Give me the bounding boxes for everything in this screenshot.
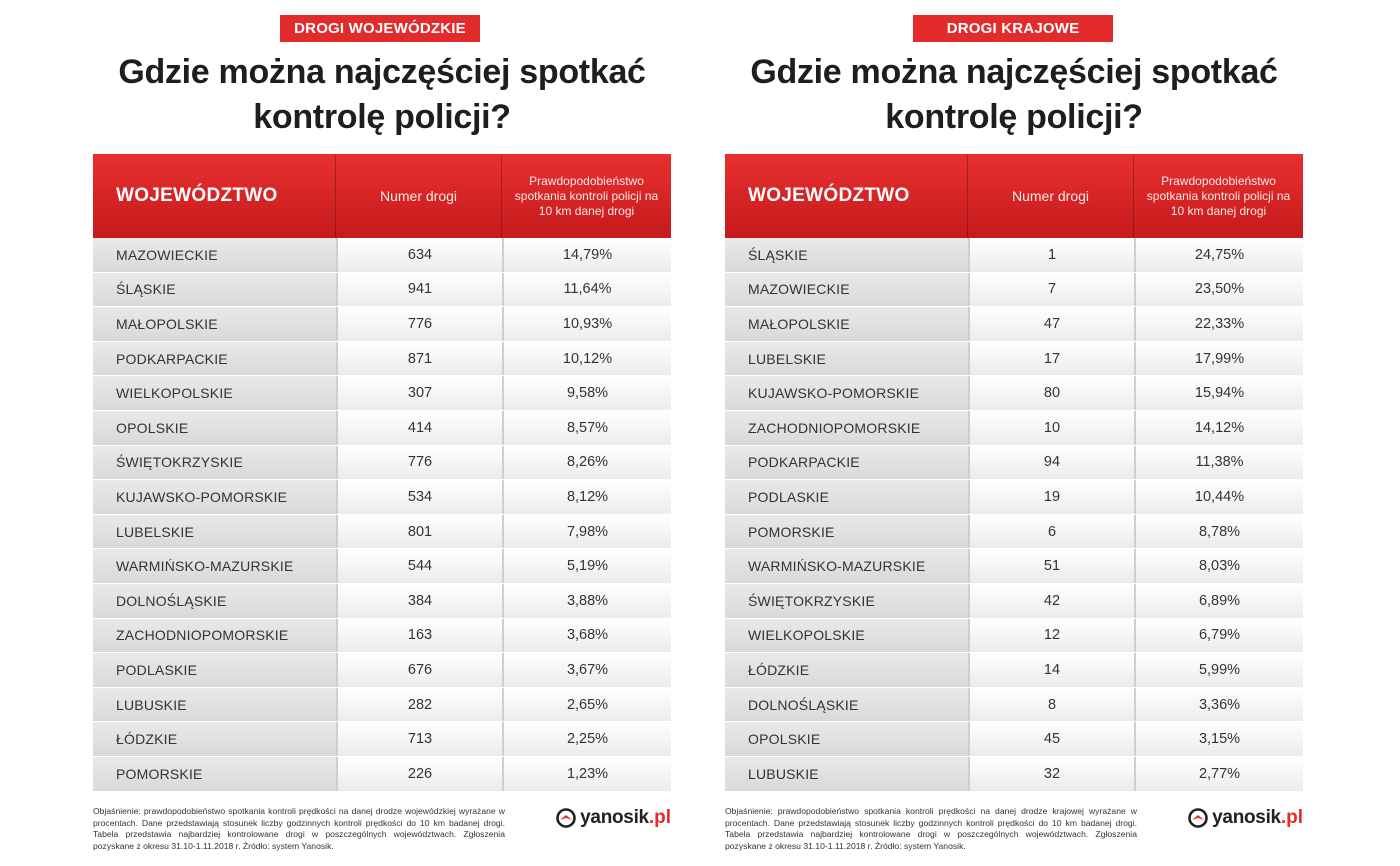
cell-region: POMORSKIE bbox=[93, 757, 336, 791]
table-row bbox=[725, 619, 1303, 654]
cell-probability: 14,79% bbox=[502, 238, 671, 272]
table-row bbox=[725, 757, 1303, 792]
logo-word: yanosik bbox=[580, 807, 649, 828]
cell-road-number: 19 bbox=[968, 480, 1134, 514]
cell-probability: 10,44% bbox=[1134, 480, 1303, 514]
cell-road-number: 226 bbox=[336, 757, 502, 791]
cell-region: OPOLSKIE bbox=[93, 411, 336, 445]
cell-road-number: 414 bbox=[336, 411, 502, 445]
cell-probability: 10,12% bbox=[502, 342, 671, 376]
table-row bbox=[93, 619, 671, 654]
table-row bbox=[725, 376, 1303, 411]
cell-region: ŚLĄSKIE bbox=[725, 238, 968, 272]
table-row bbox=[93, 549, 671, 584]
table-row bbox=[93, 688, 671, 723]
table-body bbox=[725, 238, 1303, 792]
cell-probability: 9,58% bbox=[502, 376, 671, 410]
cell-probability: 7,98% bbox=[502, 515, 671, 549]
cell-region: LUBUSKIE bbox=[725, 757, 968, 791]
title-line-1: Gdzie można najczęściej spotkać bbox=[750, 53, 1278, 91]
cell-region: WARMIŃSKO-MAZURSKIE bbox=[93, 549, 336, 583]
table-row bbox=[93, 515, 671, 550]
cell-probability: 8,03% bbox=[1134, 549, 1303, 583]
cell-road-number: 8 bbox=[968, 688, 1134, 722]
cell-region: ZACHODNIOPOMORSKIE bbox=[93, 619, 336, 653]
yanosik-logo bbox=[549, 806, 671, 830]
cell-road-number: 42 bbox=[968, 584, 1134, 618]
cell-road-number: 45 bbox=[968, 722, 1134, 756]
cell-road-number: 634 bbox=[336, 238, 502, 272]
cell-road-number: 47 bbox=[968, 307, 1134, 341]
cell-road-number: 14 bbox=[968, 653, 1134, 687]
cell-region: ŚWIĘTOKRZYSKIE bbox=[725, 584, 968, 618]
cell-probability: 14,12% bbox=[1134, 411, 1303, 445]
cell-region: MAŁOPOLSKIE bbox=[93, 307, 336, 341]
cell-road-number: 776 bbox=[336, 446, 502, 480]
cell-road-number: 163 bbox=[336, 619, 502, 653]
cell-probability: 3,68% bbox=[502, 619, 671, 653]
cell-probability: 22,33% bbox=[1134, 307, 1303, 341]
cell-region: WARMIŃSKO-MAZURSKIE bbox=[725, 549, 968, 583]
cell-road-number: 17 bbox=[968, 342, 1134, 376]
page-title bbox=[725, 50, 1303, 140]
table-row bbox=[93, 342, 671, 377]
cell-region: POMORSKIE bbox=[725, 515, 968, 549]
cell-road-number: 80 bbox=[968, 376, 1134, 410]
cell-probability: 15,94% bbox=[1134, 376, 1303, 410]
cell-probability: 6,79% bbox=[1134, 619, 1303, 653]
yanosik-logo-icon bbox=[1188, 808, 1208, 828]
cell-region: MAZOWIECKIE bbox=[725, 273, 968, 307]
cell-probability: 8,78% bbox=[1134, 515, 1303, 549]
cell-region: WIELKOPOLSKIE bbox=[93, 376, 336, 410]
cell-road-number: 871 bbox=[336, 342, 502, 376]
table-row bbox=[725, 307, 1303, 342]
header-probability: Prawdopodobieństwo spotkania kontroli policji na 10 km danej drogi bbox=[514, 173, 659, 218]
cell-road-number: 801 bbox=[336, 515, 502, 549]
cell-probability: 3,36% bbox=[1134, 688, 1303, 722]
cell-probability: 11,38% bbox=[1134, 446, 1303, 480]
table-row bbox=[93, 480, 671, 515]
cell-road-number: 1 bbox=[968, 238, 1134, 272]
title-line-2: kontrolę policji? bbox=[253, 98, 511, 136]
cell-region: ŚLĄSKIE bbox=[93, 273, 336, 307]
cell-region: MAZOWIECKIE bbox=[93, 238, 336, 272]
title-line-1: Gdzie można najczęściej spotkać bbox=[118, 53, 646, 91]
cell-region: WIELKOPOLSKIE bbox=[725, 619, 968, 653]
logo-tld: .pl bbox=[648, 807, 671, 828]
logo-word: yanosik bbox=[1212, 807, 1281, 828]
footnote: Objaśnienie: prawdopodobieństwo spotkania kontroli prędkości na danej drodze wojewódzkiej wyrażane w procentach. Dane przedstawiają stosunek liczby godzinnych kontroli prędkości do 10 km badanej drogi. Tabela przedstawia najbardziej kontrolowane drogi w poszczególnych województwach. Zgłoszenia pozyskane z okresu 31.10-1.11.2018 r. Źródło: system Yanosik. bbox=[93, 806, 505, 851]
cell-probability: 3,88% bbox=[502, 584, 671, 618]
cell-road-number: 713 bbox=[336, 722, 502, 756]
cell-probability: 17,99% bbox=[1134, 342, 1303, 376]
table-row bbox=[93, 653, 671, 688]
table-row bbox=[93, 584, 671, 619]
cell-probability: 8,57% bbox=[502, 411, 671, 445]
cell-road-number: 676 bbox=[336, 653, 502, 687]
cell-region: PODKARPACKIE bbox=[725, 446, 968, 480]
cell-region: PODLASKIE bbox=[725, 480, 968, 514]
table-row bbox=[93, 757, 671, 792]
cell-probability: 2,65% bbox=[502, 688, 671, 722]
table-row bbox=[725, 273, 1303, 308]
table-row bbox=[725, 584, 1303, 619]
header-road-number: Numer drogi bbox=[968, 154, 1134, 238]
cell-region: PODLASKIE bbox=[93, 653, 336, 687]
cell-region: ZACHODNIOPOMORSKIE bbox=[725, 411, 968, 445]
cell-probability: 6,89% bbox=[1134, 584, 1303, 618]
cell-road-number: 384 bbox=[336, 584, 502, 618]
cell-road-number: 941 bbox=[336, 273, 502, 307]
header-road-number: Numer drogi bbox=[336, 154, 502, 238]
table-row bbox=[93, 376, 671, 411]
table-header bbox=[93, 154, 671, 238]
table-row bbox=[725, 515, 1303, 550]
table-row bbox=[725, 722, 1303, 757]
table-row bbox=[725, 549, 1303, 584]
table-row bbox=[725, 446, 1303, 481]
panel-national-roads bbox=[725, 0, 1303, 866]
logo-tld: .pl bbox=[1280, 807, 1303, 828]
cell-region: LUBELSKIE bbox=[93, 515, 336, 549]
table-row bbox=[725, 480, 1303, 515]
table-national-roads bbox=[725, 154, 1303, 792]
cell-region: MAŁOPOLSKIE bbox=[725, 307, 968, 341]
cell-region: DOLNOŚLĄSKIE bbox=[93, 584, 336, 618]
cell-probability: 5,99% bbox=[1134, 653, 1303, 687]
cell-probability: 24,75% bbox=[1134, 238, 1303, 272]
cell-road-number: 307 bbox=[336, 376, 502, 410]
cell-region: KUJAWSKO-POMORSKIE bbox=[725, 376, 968, 410]
cell-road-number: 544 bbox=[336, 549, 502, 583]
cell-region: ŁÓDZKIE bbox=[93, 722, 336, 756]
cell-probability: 3,67% bbox=[502, 653, 671, 687]
table-body bbox=[93, 238, 671, 792]
cell-probability: 2,77% bbox=[1134, 757, 1303, 791]
badge-national-roads: DROGI KRAJOWE bbox=[913, 15, 1113, 42]
table-row bbox=[725, 653, 1303, 688]
header-probability: Prawdopodobieństwo spotkania kontroli policji na 10 km danej drogi bbox=[1146, 173, 1291, 218]
cell-road-number: 6 bbox=[968, 515, 1134, 549]
header-region: WOJEWÓDZTWO bbox=[725, 154, 968, 238]
cell-region: KUJAWSKO-POMORSKIE bbox=[93, 480, 336, 514]
cell-region: PODKARPACKIE bbox=[93, 342, 336, 376]
cell-probability: 8,26% bbox=[502, 446, 671, 480]
cell-region: ŁÓDZKIE bbox=[725, 653, 968, 687]
cell-region: LUBELSKIE bbox=[725, 342, 968, 376]
cell-region: OPOLSKIE bbox=[725, 722, 968, 756]
cell-road-number: 776 bbox=[336, 307, 502, 341]
table-row bbox=[725, 238, 1303, 273]
cell-road-number: 282 bbox=[336, 688, 502, 722]
title-line-2: kontrolę policji? bbox=[885, 98, 1143, 136]
cell-road-number: 51 bbox=[968, 549, 1134, 583]
yanosik-logo-icon bbox=[556, 808, 576, 828]
table-row bbox=[725, 688, 1303, 723]
cell-road-number: 7 bbox=[968, 273, 1134, 307]
cell-road-number: 94 bbox=[968, 446, 1134, 480]
table-row bbox=[93, 273, 671, 308]
cell-probability: 23,50% bbox=[1134, 273, 1303, 307]
table-row bbox=[93, 446, 671, 481]
table-voivodeship-roads bbox=[93, 154, 671, 792]
cell-probability: 10,93% bbox=[502, 307, 671, 341]
cell-probability: 5,19% bbox=[502, 549, 671, 583]
cell-region: LUBUSKIE bbox=[93, 688, 336, 722]
table-row bbox=[725, 411, 1303, 446]
panel-voivodeship-roads bbox=[93, 0, 671, 866]
cell-region: DOLNOŚLĄSKIE bbox=[725, 688, 968, 722]
table-row bbox=[93, 411, 671, 446]
footnote: Objaśnienie: prawdopodobieństwo spotkania kontroli prędkości na danej drodze krajowej wyrażane w procentach. Dane przedstawiają stosunek liczby godzinnych kontroli prędkości do 10 km badanej drogi. Tabela przedstawia najbardziej kontrolowane drogi w poszczególnych województwach. Zgłoszenia pozyskane z okresu 31.10-1.11.2018 r. Źródło: system Yanosik. bbox=[725, 806, 1137, 851]
cell-probability: 11,64% bbox=[502, 273, 671, 307]
cell-road-number: 12 bbox=[968, 619, 1134, 653]
cell-probability: 3,15% bbox=[1134, 722, 1303, 756]
page-title bbox=[93, 50, 671, 140]
table-header bbox=[725, 154, 1303, 238]
cell-region: ŚWIĘTOKRZYSKIE bbox=[93, 446, 336, 480]
header-region: WOJEWÓDZTWO bbox=[93, 154, 336, 238]
cell-road-number: 10 bbox=[968, 411, 1134, 445]
yanosik-logo bbox=[1181, 806, 1303, 830]
cell-probability: 8,12% bbox=[502, 480, 671, 514]
table-row bbox=[93, 238, 671, 273]
cell-probability: 2,25% bbox=[502, 722, 671, 756]
cell-road-number: 32 bbox=[968, 757, 1134, 791]
badge-voivodeship-roads: DROGI WOJEWÓDZKIE bbox=[280, 15, 480, 42]
table-row bbox=[725, 342, 1303, 377]
table-row bbox=[93, 722, 671, 757]
table-row bbox=[93, 307, 671, 342]
cell-road-number: 534 bbox=[336, 480, 502, 514]
cell-probability: 1,23% bbox=[502, 757, 671, 791]
